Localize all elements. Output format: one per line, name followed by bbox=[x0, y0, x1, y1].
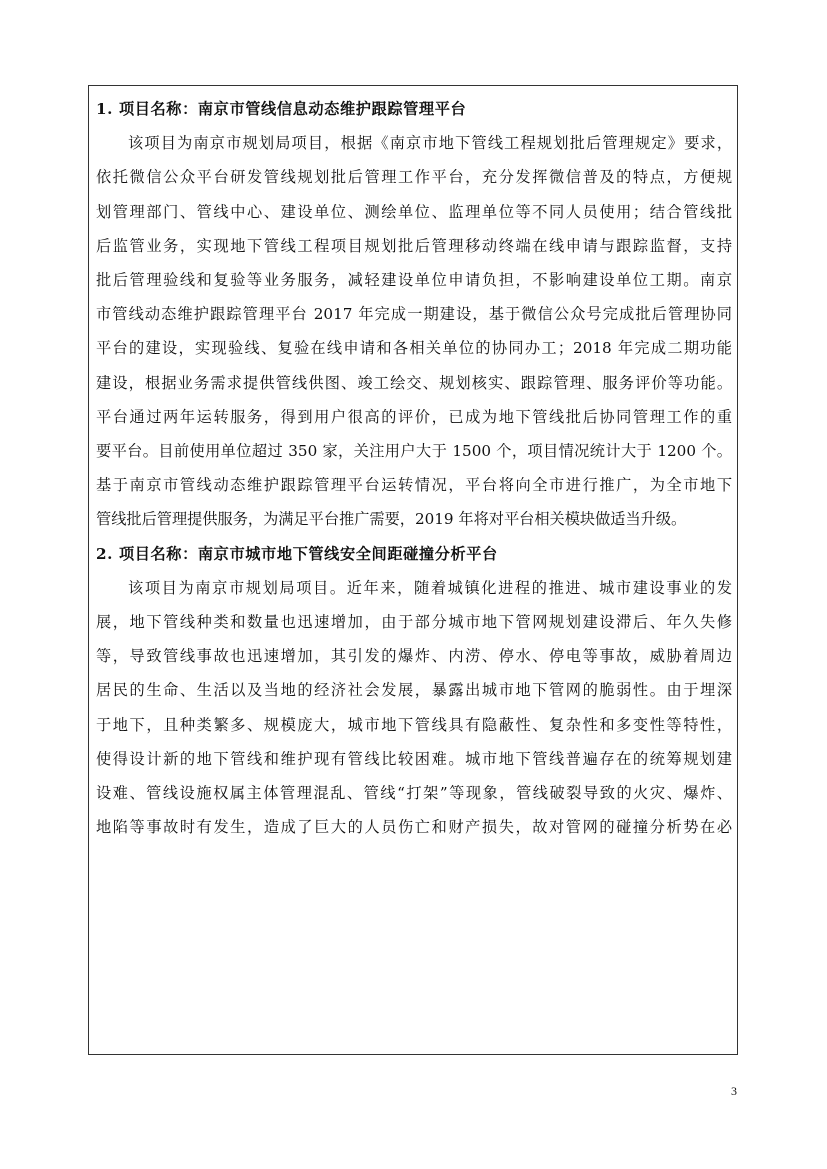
paragraph-line: 于地下，且种类繁多、规模庞大，城市地下管线具有隐蔽性、复杂性和多变性等特性， bbox=[96, 715, 732, 734]
document-body bbox=[96, 92, 732, 844]
paragraph-line: 后监管业务，实现地下管线工程项目规划批后管理移动终端在线申请与跟踪监督，支持 bbox=[96, 236, 732, 255]
paragraph-line: 设难、管线设施权属主体管理混乱、管线“打架”等现象，管线破裂导致的火灾、爆炸、 bbox=[96, 784, 732, 803]
paragraph-line: 该项目为南京市规划局项目，根据《南京市地下管线工程规划批后管理规定》要求， bbox=[128, 134, 732, 153]
paragraph-line: 基于南京市管线动态维护跟踪管理平台运转情况，平台将向全市进行推广，为全市地下 bbox=[96, 476, 732, 495]
page-number: 3 bbox=[731, 1084, 737, 1098]
paragraph-line: 管线批后管理提供服务，为满足平台推广需要，2019 年将对平台相关模块做适当升级。 bbox=[96, 510, 687, 529]
paragraph-line: 地陷等事故时有发生，造成了巨大的人员伤亡和财产损失，故对管网的碰撞分析势在必 bbox=[96, 818, 732, 837]
paragraph-line: 建设，根据业务需求提供管线供图、竣工绘交、规划核实、跟踪管理、服务评价等功能。 bbox=[96, 373, 732, 392]
project-section-1 bbox=[96, 92, 732, 537]
paragraph-line: 划管理部门、管线中心、建设单位、测绘单位、监理单位等不同人员使用；结合管线批 bbox=[96, 202, 732, 221]
paragraph-line: 依托微信公众平台研发管线规划批后管理工作平台，充分发挥微信普及的特点，方便规 bbox=[96, 168, 732, 187]
paragraph-line: 平台通过两年运转服务，得到用户很高的评价，已成为地下管线批后协同管理工作的重 bbox=[96, 407, 732, 426]
section-heading: 1. 项目名称：南京市管线信息动态维护跟踪管理平台 bbox=[96, 100, 467, 118]
paragraph-line: 批后管理验线和复验等业务服务，减轻建设单位申请负担，不影响建设单位工期。南京 bbox=[96, 271, 732, 290]
paragraph-line: 展，地下管线种类和数量也迅速增加，由于部分城市地下管网规划建设滞后、年久失修 bbox=[96, 613, 732, 632]
section-heading: 2. 项目名称：南京市城市地下管线安全间距碰撞分析平台 bbox=[96, 544, 498, 563]
paragraph-line: 要平台。目前使用单位超过 350 家，关注用户大于 1500 个，项目情况统计大于 1200 个。 bbox=[96, 442, 732, 461]
paragraph-line: 平台的建设，实现验线、复验在线申请和各相关单位的协同办工；2018 年完成二期功能 bbox=[96, 339, 732, 358]
paragraph-line: 市管线动态维护跟踪管理平台 2017 年完成一期建设，基于微信公众号完成批后管理协同 bbox=[96, 305, 732, 324]
project-section-2 bbox=[96, 537, 732, 845]
paragraph-line: 使得设计新的地下管线和维护现有管线比较困难。城市地下管线普遍存在的统筹规划建 bbox=[96, 749, 732, 768]
paragraph-line: 居民的生命、生活以及当地的经济社会发展，暴露出城市地下管网的脆弱性。由于埋深 bbox=[96, 681, 732, 700]
paragraph-line: 该项目为南京市规划局项目。近年来，随着城镇化进程的推进、城市建设事业的发 bbox=[128, 578, 732, 597]
paragraph-line: 等，导致管线事故也迅速增加，其引发的爆炸、内涝、停水、停电等事故，威胁着周边 bbox=[96, 647, 732, 666]
